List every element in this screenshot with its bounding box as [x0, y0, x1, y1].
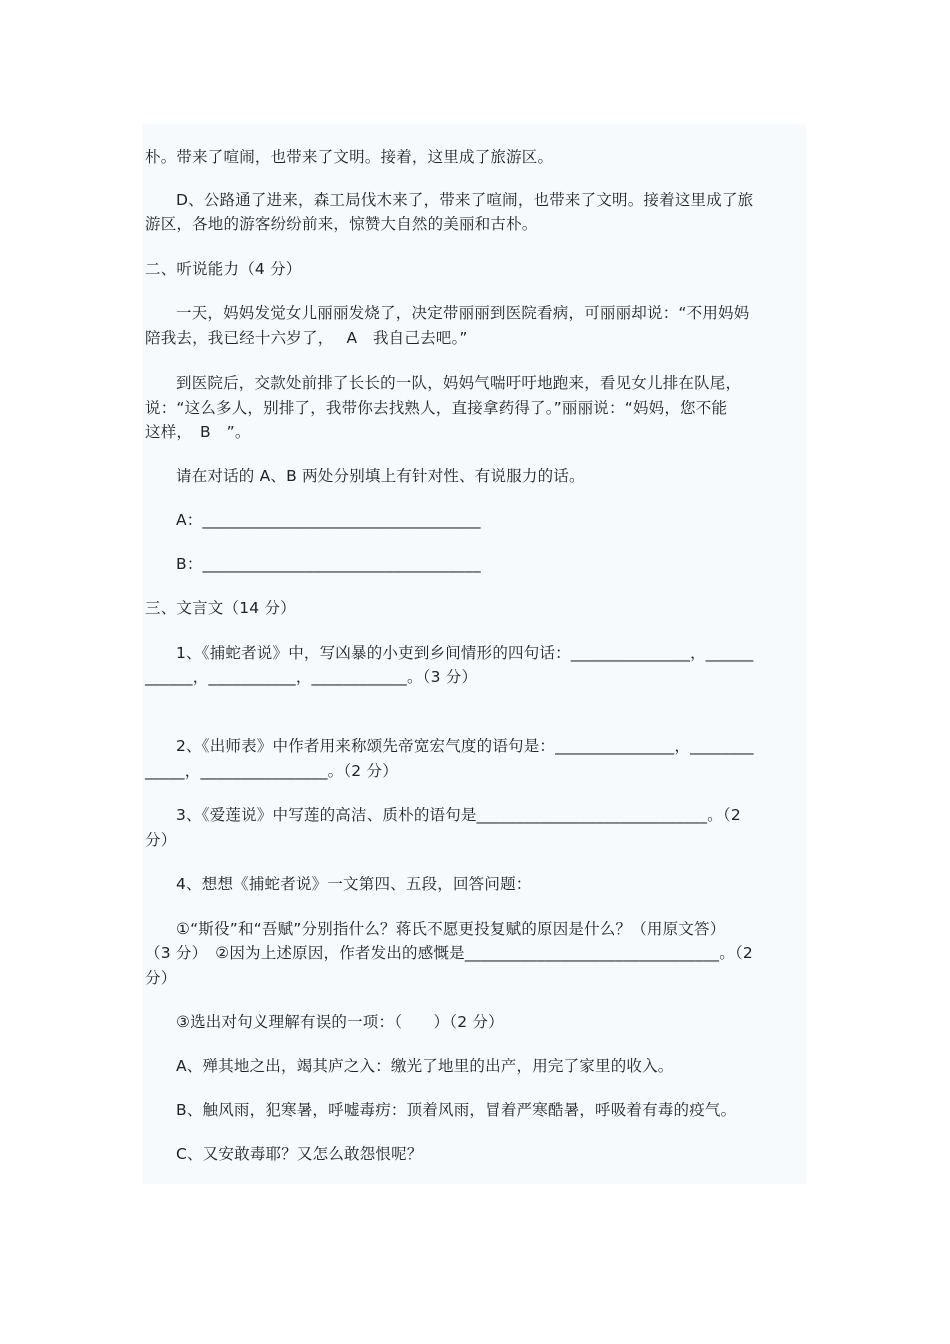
question-4-sub: ①“斯役”和“吾赋”分别指什么？蒋氏不愿更投复赋的原因是什么？（用原文答） [176, 920, 726, 938]
section-heading: 二、听说能力（4 分） [145, 260, 302, 278]
choice-b-line: B、触风雨，犯寒暑，呼嘘毒疠：顶着风雨，冒着严寒酷暑，呼吸着有毒的疫气。 [176, 1101, 737, 1119]
answer-blank-b: B：___________________________________ [176, 555, 481, 573]
question-3-line: 分） [145, 831, 177, 849]
question-1-line: ______，___________，____________。（3 分） [145, 668, 478, 686]
answer-blank-a: A：___________________________________ [176, 511, 481, 529]
paragraph-line: 游区，各地的游客纷纷前来，惊赞大自然的美丽和古朴。 [145, 215, 538, 233]
paragraph-line: 一天，妈妈发觉女儿丽丽发烧了，决定带丽丽到医院看病，可丽丽却说：“不用妈妈 [176, 304, 750, 322]
paragraph-line: 这样， B ”。 [145, 423, 251, 441]
paragraph-line: 陪我去，我已经十六岁了， A 我自己去吧。” [145, 329, 468, 347]
paragraph-line: 朴。带来了喧闹，也带来了文明。接着，这里成了旅游区。 [145, 148, 554, 166]
choice-a-line: A、殚其地之出，竭其庐之入：缴光了地里的出产，用完了家里的收入。 [176, 1057, 674, 1075]
question-2-line: _____，________________。（2 分） [145, 762, 398, 780]
paragraph-line: 到医院后，交款处前排了长长的一队，妈妈气喘吁吁地跑来，看见女儿排在队尾， [176, 374, 742, 392]
question-1-line: 1、《捕蛇者说》中，写凶暴的小吏到乡间情形的四句话：_______________，______ [176, 644, 754, 662]
paragraph-line: 说：“这么多人，别排了，我带你去找熟人，直接拿药得了。”丽丽说：“妈妈，您不能 [145, 399, 728, 417]
question-2-line: 2、《出师表》中作者用来称颂先帝宽宏气度的语句是：_______________，________ [176, 737, 754, 755]
option-d-line: D、公路通了进来，森工局伐木来了，带来了喧闹，也带来了文明。接着这里成了旅 [176, 191, 754, 209]
question-3-line: 3、《爱莲说》中写莲的高洁、质朴的语句是_____________________________。（2 [176, 806, 741, 824]
question-4-line: 4、想想《捕蛇者说》一文第四、五段，回答问题： [176, 875, 532, 893]
question-4-sub: 分） [145, 969, 177, 987]
instruction-line: 请在对话的 A、B 两处分别填上有针对性、有说服力的话。 [176, 467, 585, 485]
choice-c-line: C、又安敢毒耶？又怎么敢怨恨呢？ [176, 1145, 423, 1163]
question-4-sub: （3 分） ②因为上述原因，作者发出的感慨是________________________________。（2 [145, 944, 753, 962]
question-4-sub: ③选出对句义理解有误的一项：（ ）（2 分） [176, 1013, 504, 1031]
section-heading: 三、文言文（14 分） [145, 599, 296, 617]
